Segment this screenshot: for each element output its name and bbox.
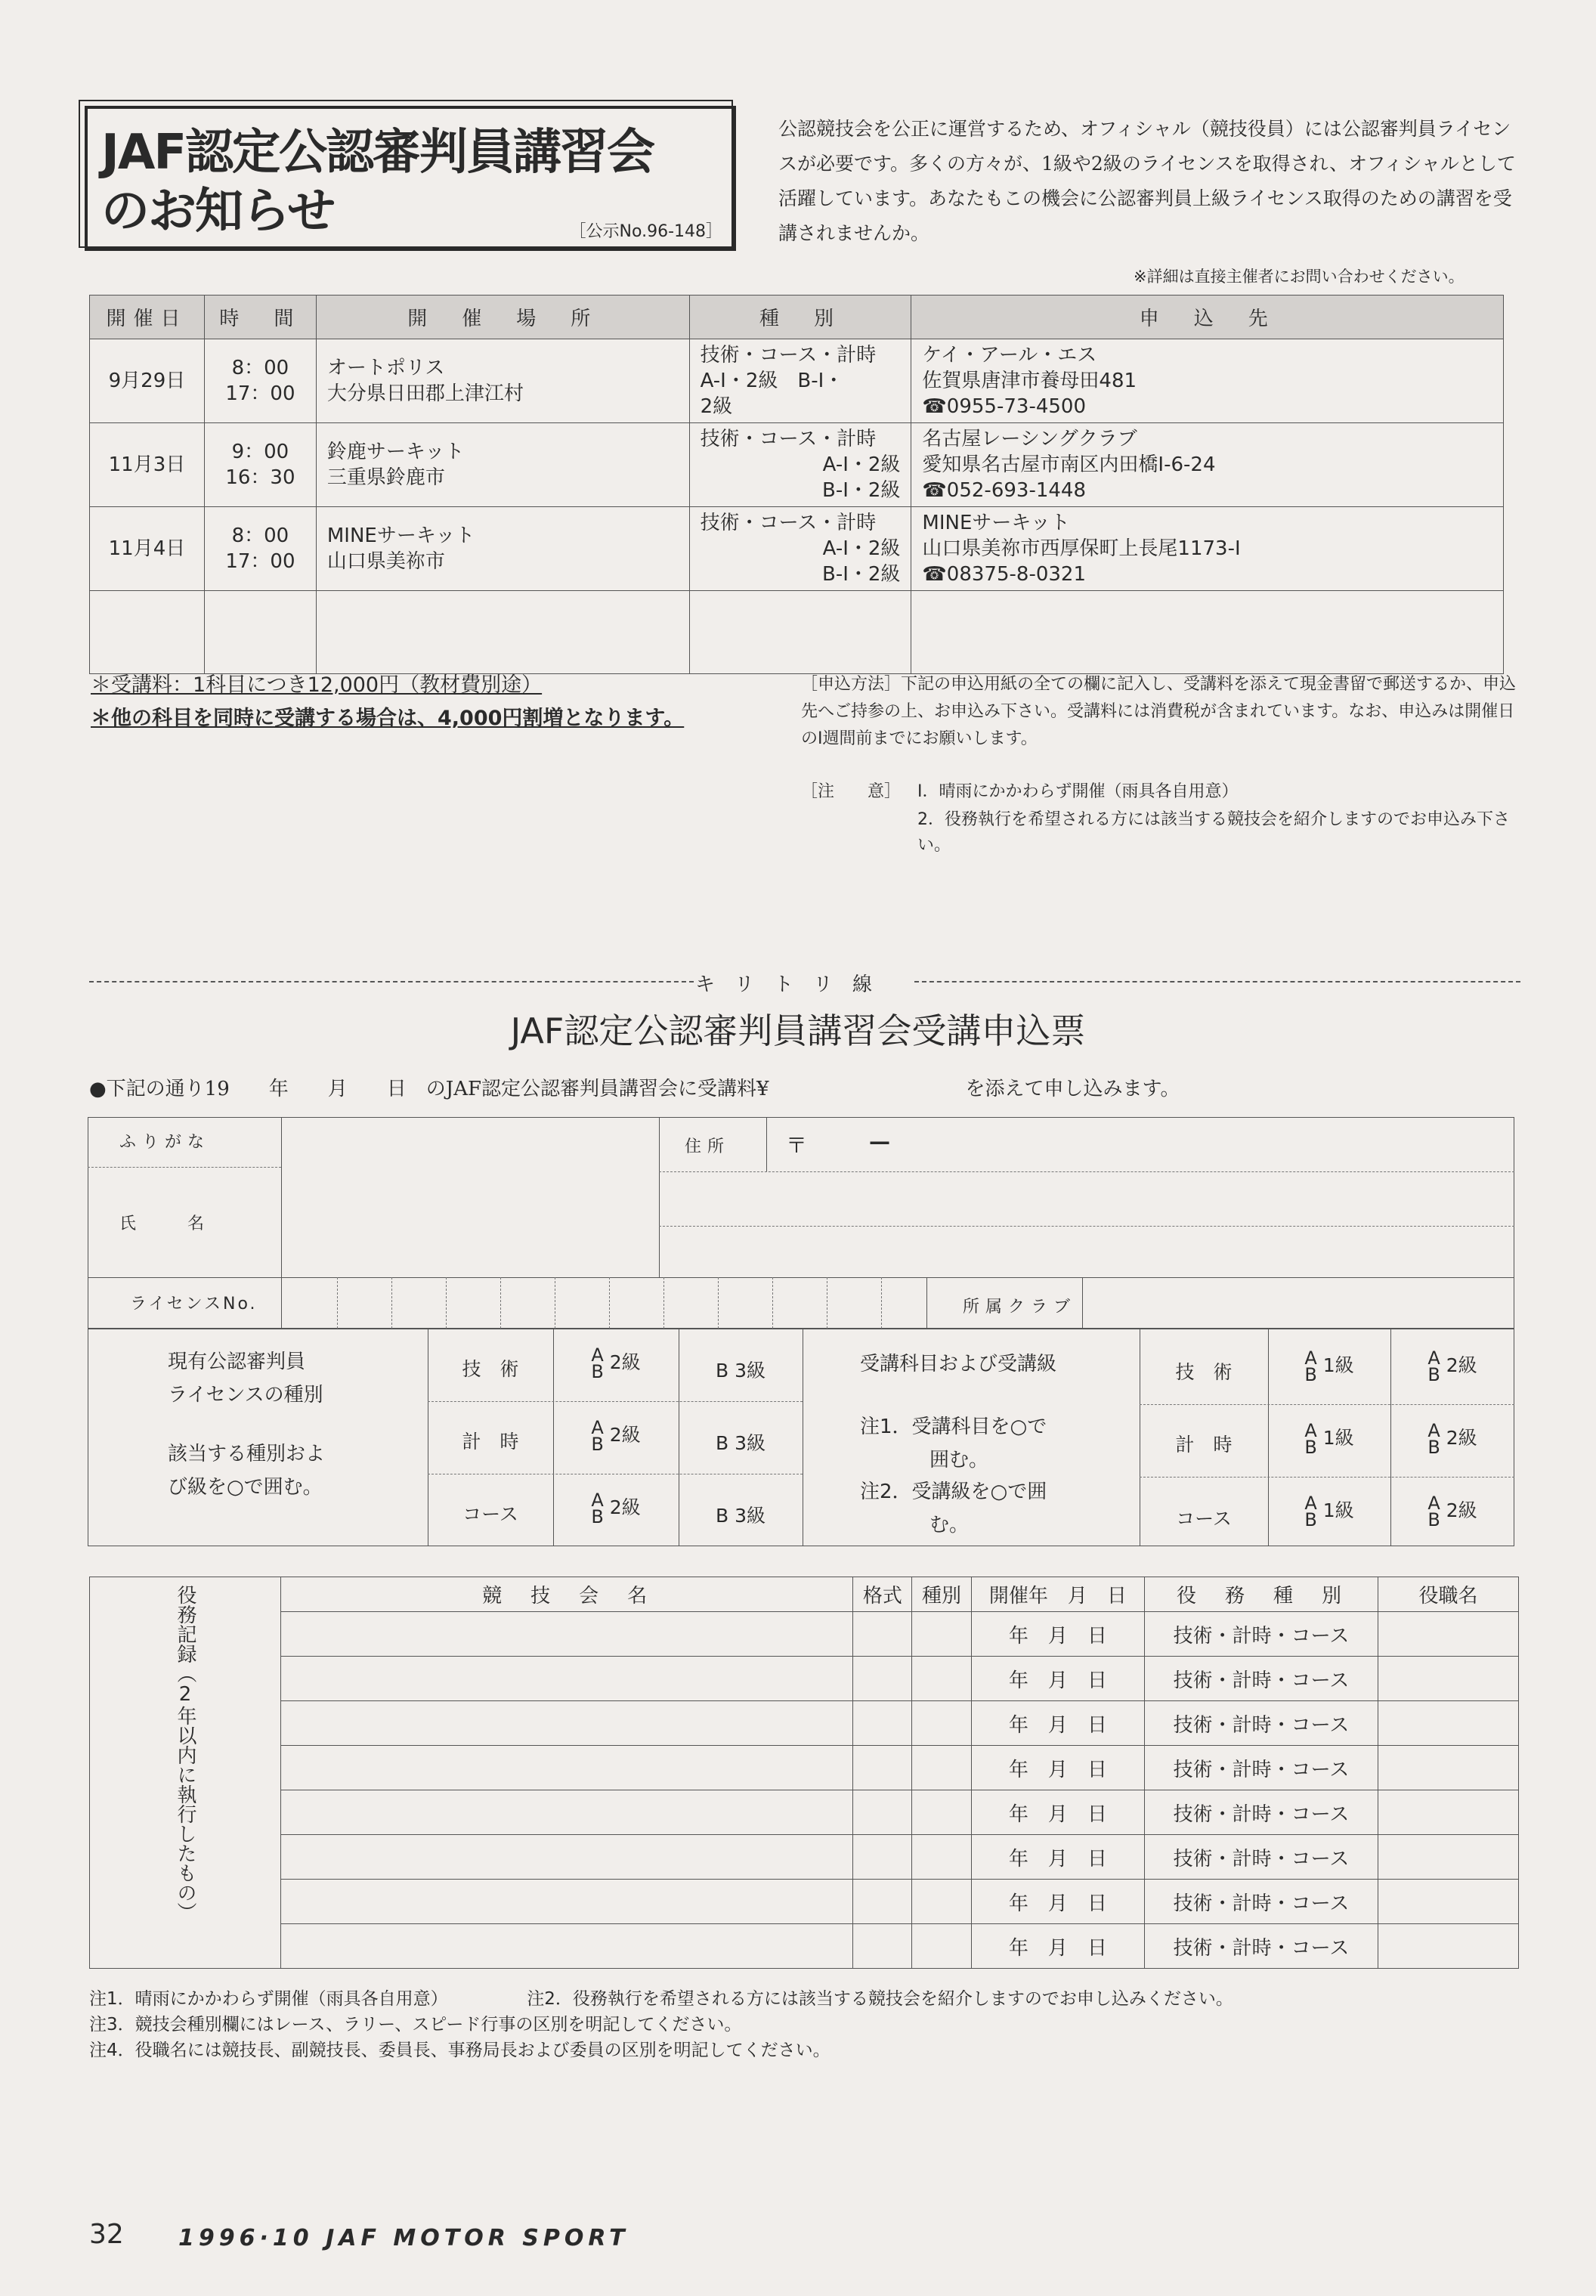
page-title-line1: JAF認定公認審判員講習会 bbox=[101, 125, 654, 181]
table-row bbox=[90, 1746, 1519, 1790]
position-input[interactable] bbox=[1378, 1657, 1519, 1701]
header-position: 役職名 bbox=[1378, 1577, 1519, 1612]
cut-line-left bbox=[89, 981, 694, 982]
intro-paragraph: 公認競技会を公正に運営するため、オフィシャル（競技役員）には公認審判員ライセンスが必要です。多くの方々が、1級や2級のライセンスを取得され、オフィシャルとして活躍しています。あなたもこの機会に公認審判員上級ライセンス取得のための講習を受講されませんか。 bbox=[778, 118, 1516, 244]
place-name: オートポリス bbox=[326, 357, 445, 379]
divider bbox=[1082, 1277, 1083, 1329]
course-category-course[interactable]: コース bbox=[1176, 1508, 1232, 1530]
type-line: 技術・コース・計時 bbox=[700, 512, 877, 534]
header-event-date: 開催年 月 日 bbox=[971, 1577, 1144, 1612]
time-end: 17：00 bbox=[225, 382, 295, 405]
course-course-ab2[interactable] bbox=[1390, 1495, 1514, 1528]
divider bbox=[659, 1171, 1514, 1172]
header-event-name: 競 技 会 名 bbox=[281, 1577, 853, 1612]
time-end: 17：00 bbox=[225, 550, 295, 573]
grade-2: 2級 bbox=[609, 1424, 641, 1446]
course-category-tech[interactable]: 技 術 bbox=[1175, 1361, 1233, 1383]
duty-type-input[interactable]: 技術・計時・コース bbox=[1144, 1835, 1378, 1880]
place-name: MINEサーキット bbox=[326, 524, 475, 547]
table-row bbox=[90, 423, 1504, 507]
divider bbox=[88, 1277, 1514, 1278]
event-date-input[interactable]: 年 月 日 bbox=[971, 1924, 1144, 1969]
event-name-input[interactable] bbox=[281, 1701, 853, 1746]
duty-type-input[interactable]: 技術・計時・コース bbox=[1144, 1657, 1378, 1701]
ab-b: B bbox=[1427, 1509, 1440, 1530]
header-kind: 種別 bbox=[912, 1577, 971, 1612]
license-no-label: ライセンスNo. bbox=[130, 1295, 258, 1314]
type-line: B-Ⅰ・2級 bbox=[821, 479, 901, 502]
furigana-input[interactable] bbox=[287, 1123, 656, 1165]
type-line: 2級 bbox=[700, 395, 733, 418]
divider bbox=[659, 1117, 660, 1277]
duty-type-input[interactable]: 技術・計時・コース bbox=[1144, 1880, 1378, 1924]
duty-type-input[interactable]: 技術・計時・コース bbox=[1144, 1790, 1378, 1835]
schedule-place bbox=[316, 339, 689, 423]
event-date-input[interactable]: 年 月 日 bbox=[971, 1790, 1144, 1835]
course-note-1b: 囲む。 bbox=[929, 1449, 989, 1471]
contact-address: 山口県美祢市西厚保町上長尾1173-Ⅰ bbox=[922, 537, 1241, 560]
table-row bbox=[90, 507, 1504, 591]
contact-phone: ☎052-693-1448 bbox=[922, 479, 1086, 502]
kind-input[interactable] bbox=[912, 1790, 971, 1835]
table-row bbox=[90, 1657, 1519, 1701]
current-category-course: コース bbox=[462, 1503, 518, 1525]
form-notes bbox=[89, 1986, 1525, 2063]
records-header-row bbox=[90, 1577, 1519, 1612]
header-type: 種 別 bbox=[689, 296, 911, 339]
club-label: 所属クラブ bbox=[963, 1298, 1077, 1317]
ab-a: A bbox=[1427, 1420, 1440, 1441]
ab-b: B bbox=[1304, 1509, 1317, 1530]
divider bbox=[281, 1117, 282, 1329]
current-tech-ab2[interactable] bbox=[553, 1344, 679, 1382]
address-label: 住所 bbox=[685, 1137, 731, 1156]
license-no-input[interactable] bbox=[287, 1280, 922, 1326]
divider bbox=[926, 1277, 927, 1329]
schedule-header-row bbox=[90, 296, 1504, 339]
schedule-place bbox=[316, 507, 689, 591]
schedule-date: 11月4日 bbox=[90, 507, 205, 591]
course-note-2 bbox=[860, 1475, 1047, 1542]
contact-phone: ☎0955-73-4500 bbox=[922, 395, 1086, 418]
divider bbox=[1140, 1404, 1514, 1405]
current-category-timing: 計 時 bbox=[462, 1431, 519, 1453]
kind-input[interactable] bbox=[912, 1924, 971, 1969]
apply-method: ［申込方法］下記の申込用紙の全ての欄に記入し、受講料を添えて現金書留で郵送するか、申込先へご持参の上、お申込み下さい。受講料には消費税が含まれています。なお、申込みは開催日のⅠ週間前までにお願いします。 bbox=[801, 675, 1517, 748]
event-name-input[interactable] bbox=[281, 1924, 853, 1969]
type-line: A-Ⅰ・2級 bbox=[822, 537, 901, 560]
empty-cell bbox=[316, 591, 689, 674]
course-title: 受講科目および受講級 bbox=[860, 1353, 1057, 1375]
schedule-place bbox=[316, 423, 689, 507]
grade-2: 2級 bbox=[1446, 1427, 1477, 1449]
header-date: 開催日 bbox=[90, 296, 205, 339]
note-4: 注4．役職名には競技長、副競技長、委員長、事務局長および委員の区別を明記してください。 bbox=[89, 2041, 830, 2060]
records-side-label: 役務記録（2年以内に執行したもの） bbox=[90, 1577, 281, 1969]
empty-cell bbox=[90, 591, 205, 674]
note-2: 注2．役務執行を希望される方には該当する競技会を紹介しますのでお申し込みください。 bbox=[527, 1989, 1233, 2009]
caution-item-1: Ⅰ．晴雨にかかわらず開催（雨具各自用意） bbox=[917, 782, 1239, 801]
table-row-empty bbox=[90, 591, 1504, 674]
ab-a: A bbox=[591, 1490, 604, 1511]
course-timing-ab1[interactable] bbox=[1268, 1422, 1390, 1456]
form-title: JAF認定公認審判員講習会受講申込票 bbox=[510, 1010, 1086, 1051]
event-name-input[interactable] bbox=[281, 1880, 853, 1924]
schedule-time bbox=[204, 339, 316, 423]
current-license-note-1: 該当する種別およ bbox=[168, 1443, 326, 1465]
format-input[interactable] bbox=[853, 1612, 912, 1657]
position-input[interactable] bbox=[1378, 1924, 1519, 1969]
duty-type-input[interactable]: 技術・計時・コース bbox=[1144, 1746, 1378, 1790]
empty-cell bbox=[689, 591, 911, 674]
detail-note: ※詳細は直接主催者にお問い合わせください。 bbox=[1134, 268, 1465, 286]
grade-1: 1級 bbox=[1322, 1354, 1354, 1376]
schedule-time bbox=[204, 423, 316, 507]
schedule-contact bbox=[911, 507, 1504, 591]
ab-a: A bbox=[1304, 1420, 1317, 1441]
course-timing-ab2[interactable] bbox=[1390, 1422, 1514, 1456]
fee-surcharge-note: ＊他の科目を同時に受講する場合は、4,000円割増となります。 bbox=[91, 707, 685, 730]
event-date-input[interactable]: 年 月 日 bbox=[971, 1880, 1144, 1924]
ab-a: A bbox=[1427, 1493, 1440, 1514]
divider bbox=[659, 1226, 1514, 1227]
header-time: 時 間 bbox=[204, 296, 316, 339]
kind-input[interactable] bbox=[912, 1612, 971, 1657]
course-tech-ab1[interactable] bbox=[1268, 1350, 1390, 1383]
schedule-date: 11月3日 bbox=[90, 423, 205, 507]
position-input[interactable] bbox=[1378, 1746, 1519, 1790]
kind-input[interactable] bbox=[912, 1701, 971, 1746]
form-intro[interactable]: ●下記の通り19 年 月 日 のJAF認定公認審判員講習会に受講料¥ を添えて申し込みます。 bbox=[89, 1078, 1180, 1100]
course-course-ab1[interactable] bbox=[1268, 1495, 1390, 1528]
position-input[interactable] bbox=[1378, 1835, 1519, 1880]
type-line: 技術・コース・計時 bbox=[700, 344, 877, 367]
event-date-input[interactable]: 年 月 日 bbox=[971, 1835, 1144, 1880]
kind-input[interactable] bbox=[912, 1657, 971, 1701]
contact-name: MINEサーキット bbox=[922, 512, 1070, 534]
format-input[interactable] bbox=[853, 1880, 912, 1924]
club-input[interactable] bbox=[1088, 1280, 1511, 1326]
event-name-input[interactable] bbox=[281, 1746, 853, 1790]
course-note-1 bbox=[860, 1410, 1047, 1477]
course-note-1a: 注1．受講科目を○で bbox=[860, 1416, 1047, 1438]
ab-a: A bbox=[1427, 1348, 1440, 1369]
name-label: 氏 名 bbox=[119, 1215, 211, 1233]
position-input[interactable] bbox=[1378, 1701, 1519, 1746]
schedule-table bbox=[89, 295, 1504, 674]
format-input[interactable] bbox=[853, 1790, 912, 1835]
time-end: 16：30 bbox=[225, 466, 295, 489]
current-license-note bbox=[168, 1437, 325, 1504]
table-row bbox=[90, 1835, 1519, 1880]
schedule-date: 9月29日 bbox=[90, 339, 205, 423]
type-line: A-Ⅰ・2級 bbox=[822, 453, 901, 476]
empty-cell bbox=[204, 591, 316, 674]
format-input[interactable] bbox=[853, 1924, 912, 1969]
ab-b: B bbox=[1427, 1364, 1440, 1385]
table-row bbox=[90, 1790, 1519, 1835]
furigana-label: ふりがな bbox=[119, 1133, 211, 1152]
format-input[interactable] bbox=[853, 1657, 912, 1701]
postal-mark: 〒 bbox=[786, 1133, 808, 1158]
duty-type-input[interactable]: 技術・計時・コース bbox=[1144, 1701, 1378, 1746]
type-line: B-Ⅰ・2級 bbox=[821, 563, 901, 586]
caution-label: ［注 意］ bbox=[801, 782, 902, 801]
current-timing-ab2[interactable] bbox=[553, 1419, 679, 1453]
ab-a: A bbox=[591, 1344, 604, 1366]
grade-2: 2級 bbox=[1446, 1499, 1477, 1521]
type-line: 技術・コース・計時 bbox=[700, 428, 877, 450]
current-license-title-2: ライセンスの種別 bbox=[168, 1384, 323, 1406]
fee-note: ＊受講料：1科目につき12,000円（教材費別途） bbox=[91, 673, 543, 697]
grade-2: 2級 bbox=[1446, 1354, 1477, 1376]
place-address: 山口県美祢市 bbox=[326, 550, 445, 573]
ab-b: B bbox=[1304, 1364, 1317, 1385]
divider bbox=[88, 1167, 281, 1168]
course-category-timing[interactable]: 計 時 bbox=[1175, 1434, 1233, 1456]
course-note-2b: む。 bbox=[929, 1514, 970, 1536]
schedule-type bbox=[689, 507, 911, 591]
schedule-type bbox=[689, 423, 911, 507]
ab-a: A bbox=[1304, 1493, 1317, 1514]
current-course-b3[interactable]: B 3級 bbox=[715, 1505, 766, 1527]
caution-item-2: 2．役務執行を希望される方には該当する競技会を紹介しますのでお申込み下さい。 bbox=[917, 810, 1510, 855]
place-address: 大分県日田郡上津江村 bbox=[326, 382, 524, 405]
ab-b: B bbox=[591, 1506, 604, 1527]
page-number: 32 bbox=[89, 2219, 124, 2250]
current-course-ab2[interactable] bbox=[553, 1492, 679, 1525]
current-license-note-2: び級を○で囲む。 bbox=[168, 1476, 323, 1499]
duty-type-input[interactable]: 技術・計時・コース bbox=[1144, 1612, 1378, 1657]
cut-line-label: キリトリ線 bbox=[695, 973, 892, 996]
title-box bbox=[85, 106, 736, 251]
current-tech-b3[interactable]: B 3級 bbox=[715, 1360, 766, 1382]
format-input[interactable] bbox=[853, 1835, 912, 1880]
page-title-line2: のお知らせ bbox=[101, 184, 335, 240]
grade-1: 1級 bbox=[1322, 1427, 1354, 1449]
contact-name: ケイ・アール・エス bbox=[922, 344, 1097, 367]
duty-type-input[interactable]: 技術・計時・コース bbox=[1144, 1924, 1378, 1969]
time-start: 8：00 bbox=[231, 524, 289, 547]
table-row bbox=[90, 1880, 1519, 1924]
ab-a: A bbox=[591, 1417, 604, 1438]
schedule-contact bbox=[911, 423, 1504, 507]
magazine-footer: 1996·10 JAF MOTOR SPORT bbox=[178, 2225, 629, 2251]
contact-phone: ☎08375-8-0321 bbox=[922, 563, 1086, 586]
empty-cell bbox=[911, 591, 1504, 674]
event-date-input[interactable]: 年 月 日 bbox=[971, 1746, 1144, 1790]
event-date-input[interactable]: 年 月 日 bbox=[971, 1701, 1144, 1746]
course-note-2a: 注2．受講級を○で囲 bbox=[860, 1481, 1047, 1503]
table-row bbox=[90, 1612, 1519, 1657]
ab-b: B bbox=[591, 1361, 604, 1382]
place-address: 三重県鈴鹿市 bbox=[326, 466, 445, 489]
event-name-input[interactable] bbox=[281, 1612, 853, 1657]
contact-name: 名古屋レーシングクラブ bbox=[922, 428, 1137, 450]
ab-b: B bbox=[1304, 1437, 1317, 1458]
divider bbox=[766, 1117, 767, 1171]
header-duty-type: 役 務 種 別 bbox=[1144, 1577, 1378, 1612]
event-name-input[interactable] bbox=[281, 1657, 853, 1701]
grade-2: 2級 bbox=[609, 1351, 641, 1373]
kind-input[interactable] bbox=[912, 1746, 971, 1790]
position-input[interactable] bbox=[1378, 1612, 1519, 1657]
current-license-title bbox=[168, 1345, 323, 1412]
duty-records-table bbox=[89, 1577, 1519, 1969]
note-3: 注3．競技会種別欄にはレース、ラリー、スピード行事の区別を明記してください。 bbox=[89, 2015, 742, 2035]
course-tech-ab2[interactable] bbox=[1390, 1350, 1514, 1383]
address-input[interactable] bbox=[816, 1123, 1496, 1165]
event-name-input[interactable] bbox=[281, 1835, 853, 1880]
contact-address: 佐賀県唐津市養母田481 bbox=[922, 370, 1137, 392]
position-input[interactable] bbox=[1378, 1790, 1519, 1835]
name-input[interactable] bbox=[287, 1171, 656, 1274]
postal-dash: — bbox=[869, 1129, 890, 1154]
event-date-input[interactable]: 年 月 日 bbox=[971, 1657, 1144, 1701]
schedule-contact bbox=[911, 339, 1504, 423]
table-row bbox=[90, 339, 1504, 423]
kind-input[interactable] bbox=[912, 1835, 971, 1880]
position-input[interactable] bbox=[1378, 1880, 1519, 1924]
ab-b: B bbox=[1427, 1437, 1440, 1458]
header-place: 開 催 場 所 bbox=[316, 296, 689, 339]
format-input[interactable] bbox=[853, 1746, 912, 1790]
current-category-tech: 技 術 bbox=[462, 1358, 519, 1380]
place-name: 鈴鹿サーキット bbox=[326, 441, 465, 463]
divider bbox=[1140, 1477, 1514, 1478]
event-date-input[interactable]: 年 月 日 bbox=[971, 1612, 1144, 1657]
type-line: A-Ⅰ・2級 B-Ⅰ・ bbox=[700, 370, 844, 392]
header-contact: 申 込 先 bbox=[911, 296, 1504, 339]
schedule-type bbox=[689, 339, 911, 423]
grade-1: 1級 bbox=[1322, 1499, 1354, 1521]
time-start: 8：00 bbox=[231, 357, 289, 379]
table-row bbox=[90, 1701, 1519, 1746]
contact-address: 愛知県名古屋市南区内田橋Ⅰ-6-24 bbox=[922, 453, 1216, 476]
kind-input[interactable] bbox=[912, 1880, 971, 1924]
format-input[interactable] bbox=[853, 1701, 912, 1746]
event-name-input[interactable] bbox=[281, 1790, 853, 1835]
grade-2: 2級 bbox=[609, 1496, 641, 1518]
ab-a: A bbox=[1304, 1348, 1317, 1369]
current-license-title-1: 現有公認審判員 bbox=[168, 1351, 306, 1373]
divider bbox=[428, 1401, 803, 1402]
header-format: 格式 bbox=[853, 1577, 912, 1612]
cut-line-right bbox=[914, 981, 1520, 982]
time-start: 9：00 bbox=[231, 441, 289, 463]
current-timing-b3[interactable]: B 3級 bbox=[715, 1432, 766, 1454]
note-row bbox=[89, 1986, 1525, 2012]
table-row bbox=[90, 1924, 1519, 1969]
note-1: 注1．晴雨にかかわらず開催（雨具各自用意） bbox=[89, 1989, 448, 2009]
schedule-time bbox=[204, 507, 316, 591]
ab-b: B bbox=[591, 1434, 604, 1455]
notice-number: ［公示No.96-148］ bbox=[569, 222, 722, 241]
